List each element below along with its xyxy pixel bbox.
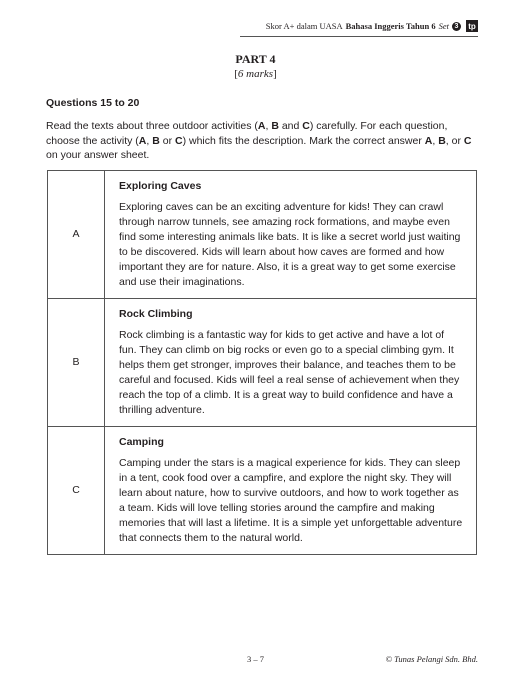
header-rule xyxy=(240,36,478,37)
instr-bold: C xyxy=(463,134,472,147)
activity-row-c xyxy=(48,427,477,555)
activity-title: Rock Climbing xyxy=(119,308,193,320)
instr-bold: A xyxy=(138,134,147,147)
publisher-logo-icon: tp xyxy=(466,20,478,32)
instr-text: , xyxy=(265,120,272,132)
instr-bold: B xyxy=(271,120,279,132)
activity-letter: C xyxy=(48,427,105,555)
part-title: PART 4 xyxy=(235,52,276,66)
page-number: 3 – 7 xyxy=(247,654,264,664)
instr-text: ) which fits the description. Mark the correct answer xyxy=(182,134,425,147)
instructions xyxy=(46,119,476,163)
activity-text: Rock climbing is a fantastic way for kids to get active and have a lot of fun. They can climb on big rocks or even go to a special climbing gym. It helps them get stronger, improves their balance, and teaches them to be careful and focused. Kids will feel a real sense of achievement when they reach the top of a climb. It is a great way to build confidence and have a thrilling adventure. xyxy=(119,329,460,416)
subject-title: Bahasa Inggeris Tahun 6 xyxy=(345,21,436,31)
instr-text: on your answer sheet. xyxy=(46,149,150,161)
instr-text: , xyxy=(146,134,153,147)
activity-title: Exploring Caves xyxy=(119,180,202,192)
activity-content xyxy=(105,299,477,427)
activities-table xyxy=(47,170,477,555)
marks-open-bracket: [ xyxy=(234,68,238,80)
marks-close-bracket: ] xyxy=(273,68,277,80)
activity-title: Camping xyxy=(119,436,164,448)
marks-label xyxy=(0,68,511,80)
book-title: Skor A+ dalam UASA xyxy=(265,21,343,31)
instr-bold: B xyxy=(152,134,160,147)
instr-text: , xyxy=(432,134,439,147)
instr-bold: B xyxy=(438,134,446,147)
activity-row-a xyxy=(48,171,477,299)
instr-bold: A xyxy=(257,120,266,132)
running-header xyxy=(266,20,478,32)
instr-text: , or xyxy=(445,134,464,147)
activity-row-b xyxy=(48,299,477,427)
instr-text: or xyxy=(159,134,175,147)
instr-bold: A xyxy=(424,134,433,147)
activity-text: Camping under the stars is a magical experience for kids. They can sleep in a tent, cook food over a campfire, and explore the night sky. They will learn about nature, how to survive outdoors, and how to work together as a team. Kids will love telling stories around the campfire and making memories that will last a lifetime. It is a simple yet unforgettable adventure that connects them to the natural world. xyxy=(119,457,463,544)
activity-letter: A xyxy=(48,171,105,299)
activity-letter: B xyxy=(48,299,105,427)
copyright-notice: © Tunas Pelangi Sdn. Bhd. xyxy=(385,654,478,664)
instr-text: ) carefully. For each question, choose the activity ( xyxy=(46,120,448,147)
activity-text: Exploring caves can be an exciting adventure for kids! They can crawl through narrow tunnels, see amazing rock formations, and maybe even find some interesting animals like bats. It is like a secret world just waiting to be discovered. Kids will learn about how caves are formed and how important they are for nature. Also, it is a great way to get some exercise and use their imaginations. xyxy=(119,201,461,288)
questions-heading: Questions 15 to 20 xyxy=(46,97,140,109)
activity-content xyxy=(105,171,477,299)
marks-text: 6 marks xyxy=(237,68,274,80)
instr-text: and xyxy=(278,120,303,132)
activity-content xyxy=(105,427,477,555)
instr-text: Read the texts about three outdoor activities ( xyxy=(46,120,258,132)
instr-bold: C xyxy=(302,120,310,132)
set-number-badge: 3 xyxy=(452,22,461,31)
instr-bold: C xyxy=(175,134,183,147)
set-label: Set xyxy=(438,21,449,31)
